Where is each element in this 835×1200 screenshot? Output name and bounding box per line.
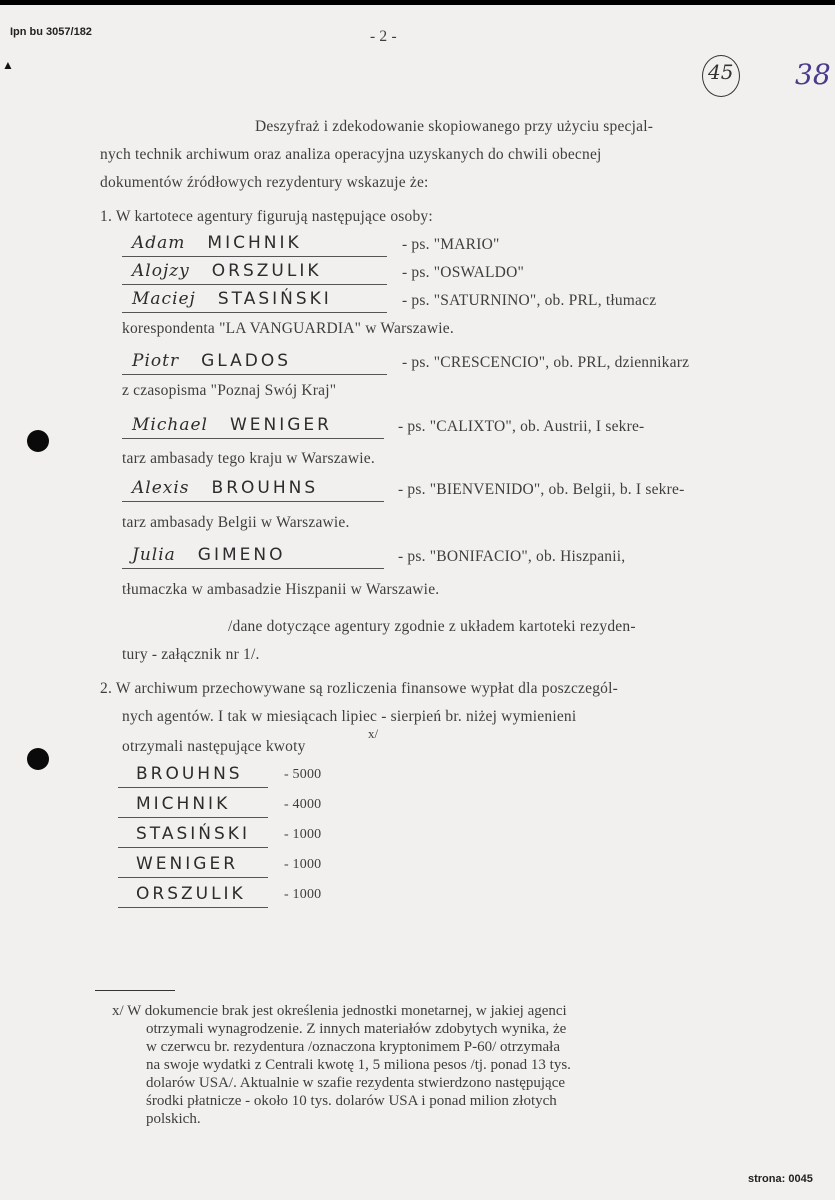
agent-description: - ps. "CALIXTO", ob. Austrii, I sekre-	[398, 418, 645, 435]
agent-first-name: Piotr	[132, 351, 180, 371]
handwritten-agent-name	[132, 289, 332, 309]
agent-last-name: GIMENO	[197, 545, 286, 565]
agent-description-continued: korespondenta "LA VANGUARDIA" w Warszawie.	[122, 320, 454, 337]
handwritten-agent-name	[132, 233, 302, 253]
handwritten-agent-name: STASIŃSKI	[136, 824, 250, 844]
name-underline	[118, 817, 268, 818]
agent-last-name: WENIGER	[229, 415, 332, 435]
margin-mark: ▲	[2, 58, 14, 72]
agent-first-name: Michael	[132, 415, 208, 435]
agent-description-continued: tarz ambasady tego kraju w Warszawie.	[122, 450, 375, 467]
agent-description: - ps. "MARIO"	[402, 236, 500, 253]
text-line: nych technik archiwum oraz analiza operacyjna uzyskanych do chwili obecnej	[100, 146, 602, 163]
name-underline	[118, 847, 268, 848]
name-underline	[118, 787, 268, 788]
agent-last-name: ORSZULIK	[211, 261, 322, 281]
punch-hole	[27, 430, 49, 452]
footnote-line: otrzymali wynagrodzenie. Z innych materiałów zdobytych wynika, że	[146, 1021, 567, 1037]
payment-amount: - 5000	[284, 767, 322, 782]
payment-amount: - 1000	[284, 887, 322, 902]
agent-last-name: BROUHNS	[211, 478, 319, 498]
agent-first-name: Julia	[132, 545, 176, 565]
agent-first-name: Alexis	[132, 478, 190, 498]
agent-description: - ps. "BONIFACIO", ob. Hiszpanii,	[398, 548, 626, 565]
agent-description: - ps. "CRESCENCIO", ob. PRL, dziennikarz	[402, 354, 690, 371]
handwritten-circled-number: 45	[708, 60, 734, 84]
payment-amount: - 1000	[284, 827, 322, 842]
archive-reference: Ipn bu 3057/182	[10, 26, 92, 38]
handwritten-folio-number: 38	[795, 58, 831, 91]
handwritten-agent-name: ORSZULIK	[136, 884, 246, 904]
name-underline	[118, 877, 268, 878]
agent-description-continued: z czasopisma "Poznaj Swój Kraj"	[122, 382, 337, 399]
footnote-line: dolarów USA/. Aktualnie w szafie rezydenta stwierdzono następujące	[146, 1075, 566, 1091]
name-underline	[122, 284, 387, 285]
handwritten-agent-name: WENIGER	[136, 854, 239, 874]
agent-description: - ps. "SATURNINO", ob. PRL, tłumacz	[402, 292, 657, 309]
item-2-line: nych agentów. I tak w miesiącach lipiec - sierpień br. niżej wymienieni	[122, 708, 577, 725]
name-underline	[122, 374, 387, 375]
agent-description-continued: tłumaczka w ambasadzie Hiszpanii w Warszawie.	[122, 581, 440, 598]
agent-first-name: Adam	[132, 233, 186, 253]
handwritten-agent-name: MICHNIK	[136, 794, 231, 814]
handwritten-agent-name	[132, 415, 332, 435]
page-number: - 2 -	[370, 28, 397, 45]
handwritten-agent-name	[132, 545, 285, 565]
footnote-rule	[95, 990, 175, 991]
agent-last-name: STASIŃSKI	[217, 289, 332, 309]
footnote-line: na swoje wydatki z Centrali kwotę 1, 5 miliona pesos /tj. ponad 13 tys.	[146, 1057, 571, 1073]
payment-amount: - 1000	[284, 857, 322, 872]
name-underline	[122, 438, 384, 439]
item-2-line: 2. W archiwum przechowywane są rozliczenia finansowe wypłat dla poszczegól-	[100, 680, 618, 697]
handwritten-agent-name	[132, 351, 291, 371]
agent-description-continued: tarz ambasady Belgii w Warszawie.	[122, 514, 350, 531]
item-2-line: otrzymali następujące kwoty	[122, 738, 306, 755]
item-1-heading: 1. W kartotece agentury figurują następujące osoby:	[100, 208, 433, 225]
footnote-line: w czerwcu br. rezydentura /oznaczona kryptonimem P-60/ otrzymała	[146, 1039, 561, 1055]
text-line: Deszyfraż i zdekodowanie skopiowanego przy użyciu specjal-	[255, 118, 654, 135]
note-line: tury - załącznik nr 1/.	[122, 646, 260, 663]
name-underline	[122, 256, 387, 257]
agent-first-name: Alojzy	[132, 261, 190, 281]
note-line: /dane dotyczące agentury zgodnie z układem kartoteki rezyden-	[228, 618, 636, 635]
agent-first-name: Maciej	[132, 289, 196, 309]
name-underline	[122, 312, 387, 313]
footnote-line: x/ W dokumencie brak jest określenia jednostki monetarnej, w jakiej agenci	[112, 1003, 567, 1019]
name-underline	[122, 568, 384, 569]
payment-amount: - 4000	[284, 797, 322, 812]
handwritten-agent-name	[132, 261, 322, 281]
handwritten-agent-name: BROUHNS	[136, 764, 243, 784]
footnote-marker: x/	[368, 726, 379, 741]
punch-hole	[27, 748, 49, 770]
text-line: dokumentów źródłowych rezydentury wskazuje że:	[100, 174, 429, 191]
footnote-line: środki płatnicze - około 10 tys. dolarów USA i ponad milion złotych	[146, 1093, 557, 1109]
name-underline	[118, 907, 268, 908]
agent-description: - ps. "OSWALDO"	[402, 264, 524, 281]
footnote-line: polskich.	[146, 1111, 201, 1127]
agent-last-name: MICHNIK	[207, 233, 302, 253]
handwritten-agent-name	[132, 478, 318, 498]
name-underline	[122, 501, 384, 502]
agent-last-name: GLADOS	[201, 351, 292, 371]
top-border	[0, 0, 835, 5]
page-label: strona: 0045	[748, 1173, 813, 1185]
agent-description: - ps. "BIENVENIDO", ob. Belgii, b. I sekre-	[398, 481, 685, 498]
